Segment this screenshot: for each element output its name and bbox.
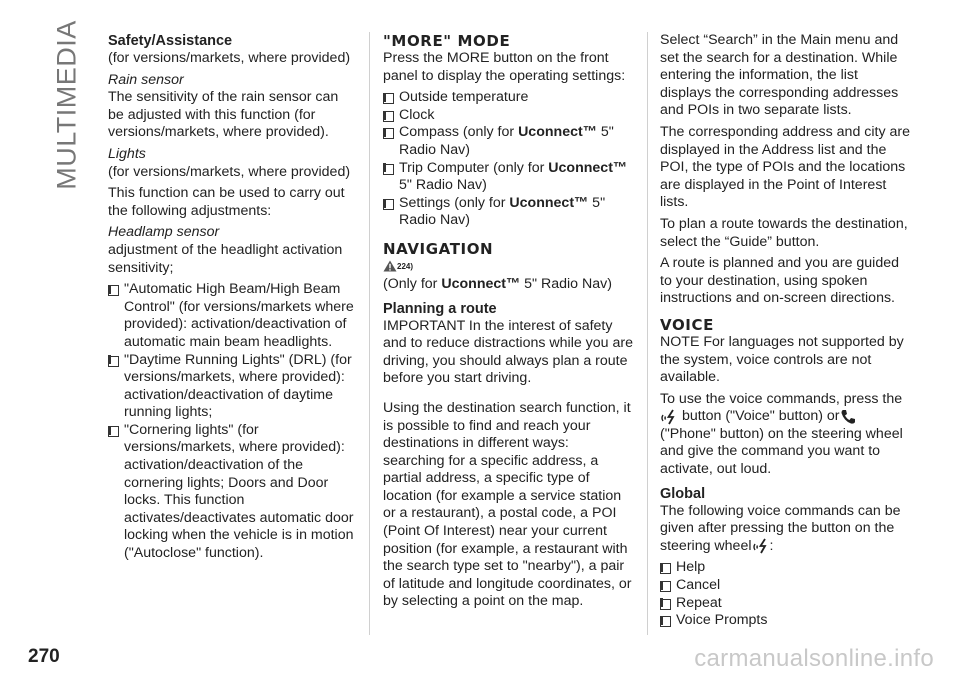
- bullet-icon: [660, 563, 671, 574]
- text: (Only for Uconnect™ 5" Radio Nav): [383, 275, 612, 292]
- bullet-icon: [383, 164, 394, 175]
- text: (for versions/markets, where provided): [108, 50, 351, 66]
- text: NOTE For languages not supported by the system, voice controls are not available.: [660, 333, 904, 386]
- list-item: Trip Computer (only for Uconnect™ 5" Radio Nav): [383, 160, 633, 195]
- heading-safety: Safety/Assistance: [108, 33, 233, 49]
- bullet-icon: [660, 616, 671, 627]
- list-item: Repeat: [660, 595, 910, 613]
- bullet-icon: [660, 581, 671, 592]
- text: The sensitivity of the rain sensor can be adjusted with this function (for versions/markets, where provided).: [108, 89, 339, 141]
- text: A route is planned and you are guided to your destination, using spoken instructions and on-screen directions.: [660, 255, 900, 307]
- bullet-icon: [383, 199, 394, 210]
- bullet-icon: [383, 128, 394, 139]
- warning-icon: [383, 260, 397, 272]
- text: To plan a route towards the destination, select the “Guide” button.: [660, 215, 908, 250]
- list-item: "Daytime Running Lights" (DRL) (for versions/markets, where provided): activation/deactivation of daytime running lights;: [108, 352, 356, 422]
- voice-icon: [752, 538, 770, 554]
- bullet-icon: [383, 93, 394, 104]
- column-3: [660, 32, 910, 630]
- list-item: Outside temperature: [383, 89, 633, 107]
- list-item: Settings (only for Uconnect™ 5" Radio Nav): [383, 195, 633, 230]
- text: Using the destination search function, it is possible to find and reach your destinations in different ways: searching for a specific address, a partial address, a specific type of location (for example a service station or a restaurant), a postal code, a POI (Point Of Interest) near your current position (for example, a restaurant with the search type set to "nearby"), a pair of latitude and longitude coordinates, or by selecting a point on the map.: [383, 399, 632, 610]
- list-item: Help: [660, 559, 910, 577]
- text: The corresponding address and city are displayed in the Address list and the POI, the type of POIs and the locations are displayed in the Point of Interest lists.: [660, 123, 910, 211]
- list-item: "Cornering lights" (for versions/markets, where provided): activation/deactivation of the cornering lights; Doors and Door locks. This function activates/deactivates automatic door locking when the vehicle is in motion ("Autoclose" function).: [108, 422, 356, 563]
- subheading-lights: Lights: [108, 145, 146, 162]
- section-title: MULTIMEDIA: [51, 20, 82, 190]
- subheading-rain-sensor: Rain sensor: [108, 71, 184, 88]
- heading-navigation: NAVIGATION: [383, 239, 494, 258]
- text: IMPORTANT In the interest of safety and to reduce distractions while you are driving, you should always plan a route before you start driving.: [383, 317, 633, 387]
- bullet-icon: [108, 285, 119, 296]
- text: This function can be used to carry out the following adjustments:: [108, 185, 345, 219]
- column-1: [108, 32, 356, 563]
- text: adjustment of the headlight activation sensitivity;: [108, 241, 343, 276]
- list-item: Voice Prompts: [660, 612, 910, 630]
- list-item: Cancel: [660, 577, 910, 595]
- column-2: [383, 32, 633, 615]
- page-number: 270: [28, 646, 60, 667]
- warning-reference: 224): [383, 258, 633, 276]
- list-item: "Automatic High Beam/High Beam Control" (for versions/markets where provided): activation/deactivation of automatic main beam headlights.: [108, 281, 356, 351]
- bullet-icon: [108, 356, 119, 367]
- text: (for versions/markets, where provided): [108, 163, 351, 180]
- bullet-icon: [383, 111, 394, 122]
- heading-global: Global: [660, 485, 706, 502]
- voice-icon: [660, 409, 678, 425]
- phone-icon: [840, 409, 856, 425]
- text: To use the voice commands, press the button ("Voice" button) or ("Phone" button) on the steering wheel and give the command you want to activate, out loud.: [660, 390, 903, 478]
- list-item: Clock: [383, 107, 633, 125]
- heading-voice: VOICE: [660, 315, 714, 334]
- text: Press the MORE button on the front panel to display the operating settings:: [383, 50, 626, 84]
- watermark: carmanualsonline.info: [694, 645, 934, 672]
- bullet-icon: [108, 426, 119, 437]
- column-divider: [369, 32, 370, 635]
- heading-more-mode: "MORE" MODE: [383, 32, 511, 50]
- subheading-headlamp-sensor: Headlamp sensor: [108, 224, 220, 241]
- text: Select “Search” in the Main menu and set the search for a destination. While entering the information, the list displays the corresponding addresses and POIs in two separate lists.: [660, 32, 899, 119]
- list-item: Compass (only for Uconnect™ 5" Radio Nav): [383, 124, 633, 159]
- bullet-icon: [660, 599, 671, 610]
- heading-planning-route: Planning a route: [383, 300, 497, 317]
- text: The following voice commands can be given after pressing the button on the steering wheel :: [660, 502, 901, 554]
- column-divider: [647, 32, 648, 635]
